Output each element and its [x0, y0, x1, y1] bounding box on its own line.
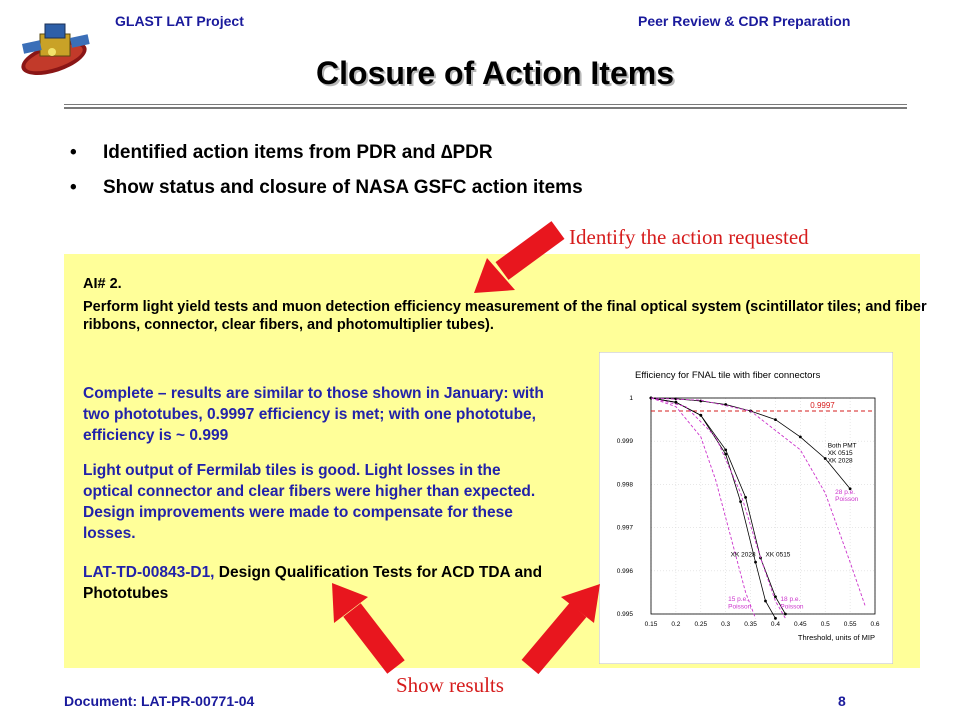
series-point [764, 600, 767, 603]
series-point [824, 457, 827, 460]
x-tick-label: 0.4 [770, 621, 780, 628]
efficiency-chart [599, 352, 893, 664]
chart-title: Efficiency for FNAL tile with fiber connectors [635, 370, 821, 381]
x-tick-label: 0.35 [744, 621, 757, 628]
title-divider [64, 104, 907, 109]
action-item-description: Perform light yield tests and muon detection efficiency measurement of the final optical system (scintillator tiles; and fiber ribbons, connector, clear fibers, and photomultiplier tubes). [83, 299, 927, 333]
reference-document [83, 562, 553, 604]
series-point [674, 401, 677, 404]
callout-show-results: Show results [396, 673, 504, 697]
series-point [774, 617, 777, 620]
bullet-text: Identified action items from PDR and ∆PDR [103, 142, 493, 163]
bullet-text: Show status and closure of NASA GSFC action items [103, 177, 583, 198]
chart-annotation: Both PMT [827, 442, 857, 450]
reference-title: Design Qualification Tests for ACD TDA and Phototubes [83, 564, 543, 602]
x-tick-label: 0.55 [843, 621, 857, 628]
x-tick-label: 0.3 [721, 621, 731, 628]
chart-annotation: XK 0515 [827, 450, 853, 458]
x-axis-label: Threshold, units of MIP [797, 633, 875, 642]
status-paragraph: Light output of Fermilab tiles is good. Light losses in the optical connector and clear fibers were higher than expected. Design improvements were made to compensate for these losses. [83, 462, 536, 542]
chart-annotation: 28 p.e. [835, 488, 856, 496]
series-point [754, 561, 757, 564]
bullet-marker: • [70, 177, 77, 198]
chart-annotation: XK 2028 [827, 457, 853, 465]
slide-title: Closure of Action Items [316, 55, 674, 91]
series-point [739, 500, 742, 503]
series-point [724, 448, 727, 451]
chart-background [599, 352, 893, 664]
chart-annotation: 18 p.e. [780, 596, 801, 604]
chart-annotation: Poisson [780, 603, 804, 611]
reference-line-label: 0.9997 [810, 400, 835, 410]
series-point [784, 613, 787, 616]
series-point [774, 418, 777, 421]
x-tick-label: 0.15 [644, 621, 658, 628]
x-tick-label: 0.5 [820, 621, 830, 628]
y-tick-label: 0.995 [616, 611, 633, 618]
x-tick-label: 0.45 [794, 621, 807, 628]
x-tick-label: 0.2 [671, 621, 681, 628]
action-item-number: AI# 2. [83, 276, 122, 292]
chart-annotation: Poisson [728, 603, 752, 611]
bullet-marker: • [70, 142, 77, 163]
efficiency-chart-svg [599, 352, 893, 664]
series-point [699, 414, 702, 417]
y-tick-label: 1 [629, 395, 633, 402]
series-point [724, 453, 727, 456]
y-tick-label: 0.996 [616, 567, 633, 575]
y-tick-label: 0.999 [616, 438, 633, 446]
x-tick-label: 0.6 [870, 621, 880, 628]
status-paragraph: Complete – results are similar to those shown in January: with two phototubes, 0.9997 efficiency is met; with one phototube, efficiency is ~ 0.999 [83, 385, 544, 444]
document-number: Document: LAT-PR-00771-04 [64, 693, 255, 709]
callout-identify-action: Identify the action requested [569, 225, 809, 249]
series-point [744, 496, 747, 499]
series-point [799, 435, 802, 438]
x-tick-label: 0.25 [694, 621, 708, 628]
chart-annotation: XK 0515 [765, 551, 791, 559]
series-point [774, 595, 777, 598]
reference-id: LAT-TD-00843-D1, [83, 564, 215, 581]
chart-annotation: Poisson [835, 495, 859, 503]
y-tick-label: 0.998 [616, 481, 633, 489]
project-name: GLAST LAT Project [115, 13, 244, 29]
chart-annotation: XK 2028 [730, 551, 756, 559]
page-number: 8 [838, 693, 846, 709]
chart-annotation: 15 p.e. [728, 596, 749, 604]
event-name: Peer Review & CDR Preparation [638, 13, 851, 29]
y-tick-label: 0.997 [616, 524, 633, 532]
